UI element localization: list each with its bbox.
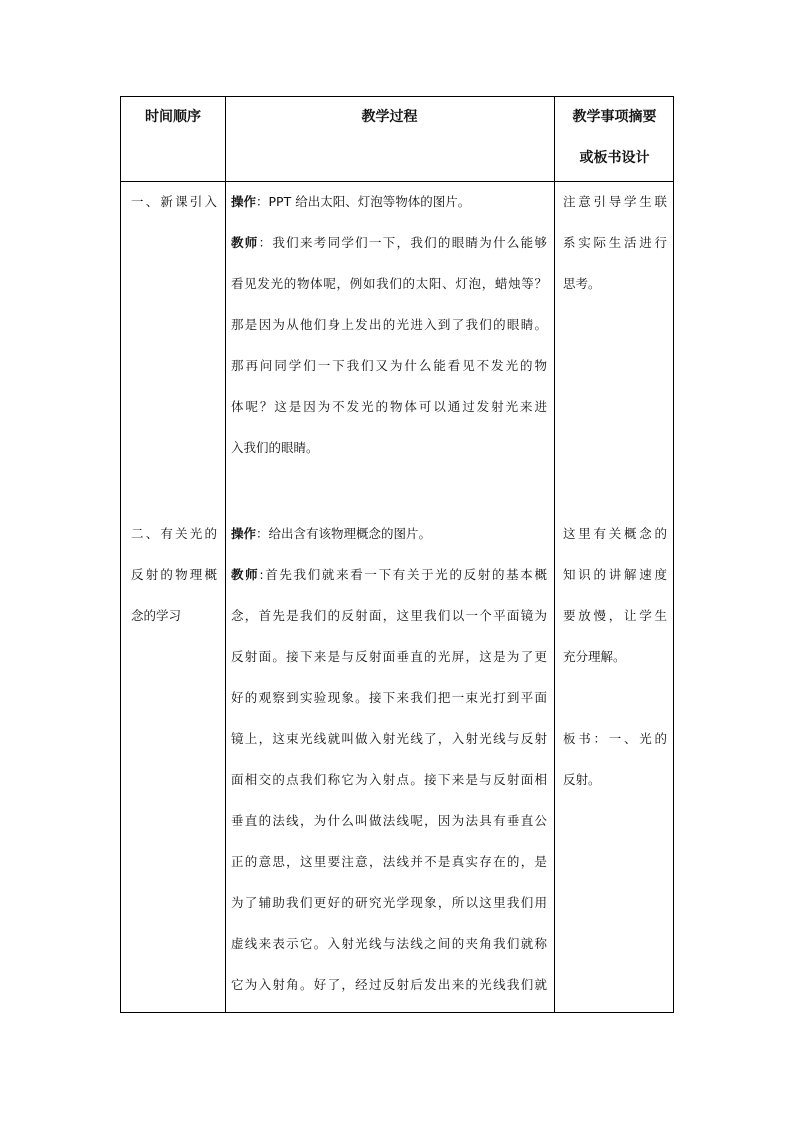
- process-line: 看见发光的物体呢，例如我们的太阳、灯泡，蜡烛等？: [231, 276, 547, 291]
- process-line: 镜上，这束光线就叫做入射光线了，入射光线与反射: [231, 731, 547, 746]
- process-line: 那是因为从他们身上发出的光进入到了我们的眼睛。: [231, 317, 547, 332]
- stage-line: 反射的物理概: [131, 567, 217, 582]
- column-divider: [225, 97, 226, 1012]
- notes-line: 板书：一、光的: [563, 731, 667, 746]
- row1-notes: [563, 181, 667, 304]
- process-line: 念，首先是我们的反射面，这里我们以一个平面镜为: [231, 608, 547, 623]
- notes-line: [563, 677, 667, 718]
- process-text: ：PPT 给出太阳、灯泡等物体的图片。: [256, 194, 471, 209]
- notes-line: 知识的讲解速度: [563, 567, 667, 582]
- notes-line: 这里有关概念的: [563, 526, 667, 541]
- process-line: [231, 181, 547, 222]
- process-text: ：我们来考同学们一下，我们的眼睛为什么能够: [258, 235, 547, 250]
- header-teaching-process: 教学过程: [361, 109, 418, 125]
- process-line: 它为入射角。好了，经过反射后发出来的光线我们就: [231, 977, 547, 992]
- process-line: 虚线来表示它。入射光线与法线之间的夹角我们就称: [231, 936, 547, 951]
- row2-process: [231, 513, 547, 1005]
- row1-process: [231, 181, 547, 468]
- row2-notes: [563, 513, 667, 800]
- header-time-order: 时间顺序: [145, 109, 201, 125]
- process-line: 正的意思，这里要注意，法线并不是真实存在的，是: [231, 854, 547, 869]
- process-line: [231, 554, 547, 595]
- process-text: :首先我们就来看一下有关于光的反射的基本概: [259, 567, 547, 582]
- teacher-label: 教师: [231, 235, 259, 250]
- process-line: [231, 513, 547, 554]
- process-line: 那再问同学们一下我们又为什么能看见不发光的物: [231, 358, 547, 373]
- teacher-label: 教师: [231, 567, 260, 582]
- notes-line: 反射。: [563, 772, 601, 787]
- header-notes-line: 或板书设计: [579, 150, 650, 166]
- stage-line: 一、新课引入: [131, 194, 217, 209]
- notes-line: 要放慢，让学生: [563, 608, 667, 623]
- stage-line: 念的学习: [131, 608, 182, 623]
- stage-line: 二、有关光的: [131, 526, 217, 541]
- notes-line: 系实际生活进行: [563, 235, 667, 250]
- process-line: 面相交的点我们称它为入射点。接下来是与反射面相: [231, 772, 547, 787]
- process-line: 反射面。接下来是与反射面垂直的光屏，这是为了更: [231, 649, 547, 664]
- process-line: 为了辅助我们更好的研究光学现象，所以这里我们用: [231, 895, 547, 910]
- process-line: 垂直的法线，为什么叫做法线呢，因为法具有垂直公: [231, 813, 547, 828]
- header-notes: [554, 97, 675, 179]
- row1-stage: [131, 181, 217, 222]
- column-divider: [554, 97, 555, 1012]
- op-label: 操作: [231, 194, 257, 209]
- notes-line: 注意引导学生联: [563, 194, 667, 209]
- row2-stage: [131, 513, 217, 636]
- process-line: 好的观察到实验现象。接下来我们把一束光打到平面: [231, 690, 547, 705]
- op-label: 操作: [231, 526, 257, 541]
- notes-line: 思考。: [563, 276, 601, 291]
- process-line: 入我们的眼睛。: [231, 440, 319, 455]
- process-line: 体呢？这是因为不发光的物体可以通过发射光来进: [231, 399, 547, 414]
- lesson-plan-table: [120, 96, 674, 1013]
- process-text: ：给出含有该物理概念的图片。: [256, 526, 432, 541]
- process-line: [231, 222, 547, 263]
- header-notes-line: 教学事项摘要: [572, 109, 657, 125]
- notes-line: 充分理解。: [563, 649, 626, 664]
